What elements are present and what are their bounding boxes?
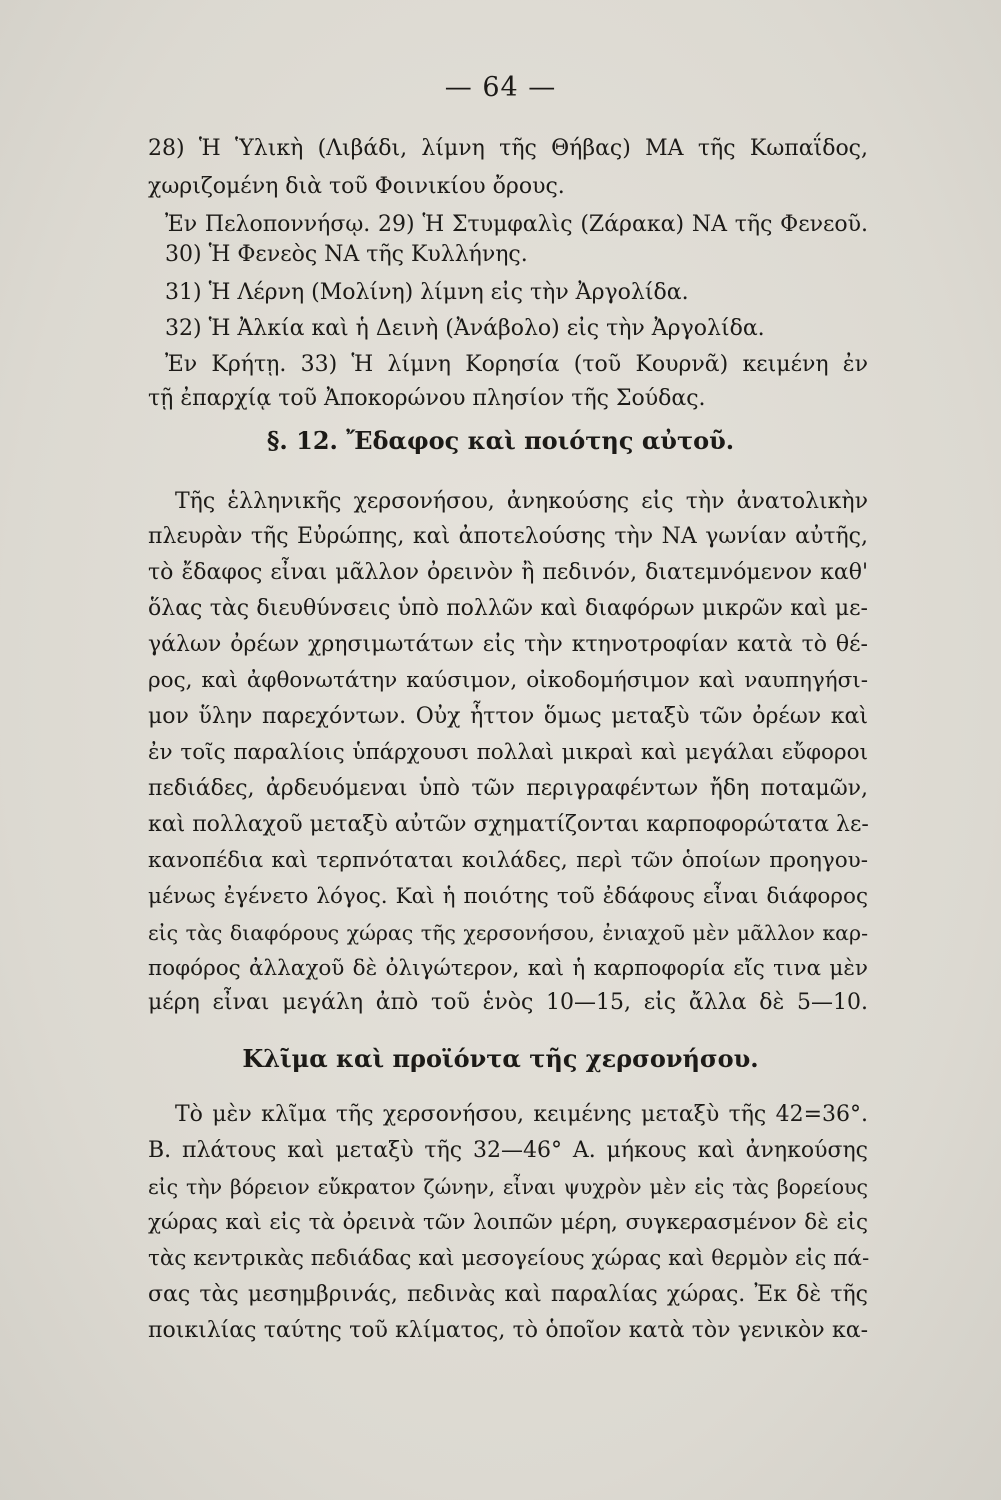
paragraph-line: ἐν τοῖς παραλίοις ὑπάρχουσι πολλαὶ μικραὶ καὶ μεγάλαι εὔφοροι: [148, 740, 868, 765]
paragraph-line: πλευρὰν τῆς Εὐρώπης, καὶ ἀποτελούσης τὴν ΝΑ γωνίαν αὐτῆς,: [148, 524, 868, 549]
paragraph-line: ρος, καὶ ἀφθονωτάτην καύσιμον, οἰκοδομήσιμον καὶ ναυπηγήσι-: [148, 668, 868, 693]
list-line: 28) Ἡ Ὑλικὴ (Λιβάδι, λίμνη τῆς Θήβας) ΜΑ τῆς Κωπαΐδος,: [148, 136, 868, 161]
paragraph-line: ὅλας τὰς διευθύνσεις ὑπὸ πολλῶν καὶ διαφόρων μικρῶν καὶ με-: [148, 596, 868, 621]
paragraph-line: γάλων ὀρέων χρησιμωτάτων εἰς τὴν κτηνοτροφίαν κατὰ τὸ θέ-: [148, 632, 868, 657]
paragraph-line: Β. πλάτους καὶ μεταξὺ τῆς 32—46° Α. μήκους καὶ ἀνηκούσης: [148, 1138, 868, 1163]
paragraph-line: Τῆς ἑλληνικῆς χερσονήσου, ἀνηκούσης εἰς τὴν ἀνατολικὴν: [175, 489, 868, 514]
paragraph-line: σας τὰς μεσημβρινάς, πεδινὰς καὶ παραλίας χώρας. Ἐκ δὲ τῆς: [148, 1282, 868, 1307]
list-line: Ἐν Πελοποννήσῳ. 29) Ἡ Στυμφαλὶς (Ζάρακα) ΝΑ τῆς Φενεοῦ.: [165, 212, 868, 237]
paragraph-line: μον ὕλην παρεχόντων. Οὐχ ἧττον ὅμως μεταξὺ τῶν ὀρέων καὶ: [148, 704, 868, 729]
paragraph-line: τὸ ἔδαφος εἶναι μᾶλλον ὀρεινὸν ἢ πεδινόν, διατεμνόμενον καθ': [148, 560, 868, 585]
section-heading: §. 12. Ἔδαφος καὶ ποιότης αὐτοῦ.: [266, 426, 735, 455]
paragraph-line: εἰς τὰς διαφόρους χώρας τῆς χερσονήσου, ἐνιαχοῦ μὲν μᾶλλον καρ-: [148, 921, 868, 945]
paragraph-line: χώρας καὶ εἰς τὰ ὀρεινὰ τῶν λοιπῶν μέρη, συγκερασμένον δὲ εἰς: [148, 1210, 868, 1235]
list-line: Ἐν Κρήτῃ. 33) Ἡ λίμνη Κορησία (τοῦ Κουρνᾶ) κειμένη ἐν: [165, 352, 868, 377]
paragraph-line: εἰς τὴν βόρειον εὔκρατον ζώνην, εἶναι ψυχρὸν μὲν εἰς τὰς βορείους: [148, 1175, 868, 1199]
list-line: τῇ ἐπαρχίᾳ τοῦ Ἀποκορώνου πλησίον τῆς Σούδας.: [148, 386, 706, 411]
list-line: 30) Ἡ Φενεὸς ΝΑ τῆς Κυλλήνης.: [165, 242, 528, 267]
paragraph-line: καὶ πολλαχοῦ μεταξὺ αὐτῶν σχηματίζονται καρποφορώτατα λε-: [148, 812, 869, 837]
paragraph-line: πεδιάδες, ἀρδευόμεναι ὑπὸ τῶν περιγραφέντων ἤδη ποταμῶν,: [148, 776, 868, 801]
list-line: χωριζομένη διὰ τοῦ Φοινικίου ὄρους.: [148, 174, 565, 199]
subheading: Κλῖμα καὶ προϊόντα τῆς χερσονήσου.: [242, 1044, 759, 1073]
page-number: — 64 —: [444, 72, 557, 103]
paragraph-line: ποφόρος ἀλλαχοῦ δὲ ὀλιγώτερον, καὶ ἡ καρποφορία εἴς τινα μὲν: [148, 956, 868, 981]
list-line: 32) Ἡ Ἀλκία καὶ ἡ Δεινὴ (Ἀνάβολο) εἰς τὴν Ἀργολίδα.: [165, 316, 765, 341]
paragraph-line: τὰς κεντρικὰς πεδιάδας καὶ μεσογείους χώρας καὶ θερμὸν εἰς πά-: [148, 1246, 870, 1271]
paragraph-line: κανοπέδια καὶ τερπνόταται κοιλάδες, περὶ τῶν ὁποίων προηγου-: [148, 848, 868, 873]
list-line: 31) Ἡ Λέρνη (Μολίνη) λίμνη εἰς τὴν Ἀργολίδα.: [165, 280, 689, 305]
paragraph-line: ποικιλίας ταύτης τοῦ κλίματος, τὸ ὁποῖον κατὰ τὸν γενικὸν κα-: [148, 1318, 868, 1343]
paragraph-line: μένως ἐγένετο λόγος. Καὶ ἡ ποιότης τοῦ ἐδάφους εἶναι διάφορος: [148, 884, 868, 909]
paragraph-line: μέρη εἶναι μεγάλη ἀπὸ τοῦ ἑνὸς 10—15, εἰς ἄλλα δὲ 5—10.: [148, 990, 868, 1015]
paragraph-line: Τὸ μὲν κλῖμα τῆς χερσονήσου, κειμένης μεταξὺ τῆς 42=36°.: [175, 1102, 868, 1127]
